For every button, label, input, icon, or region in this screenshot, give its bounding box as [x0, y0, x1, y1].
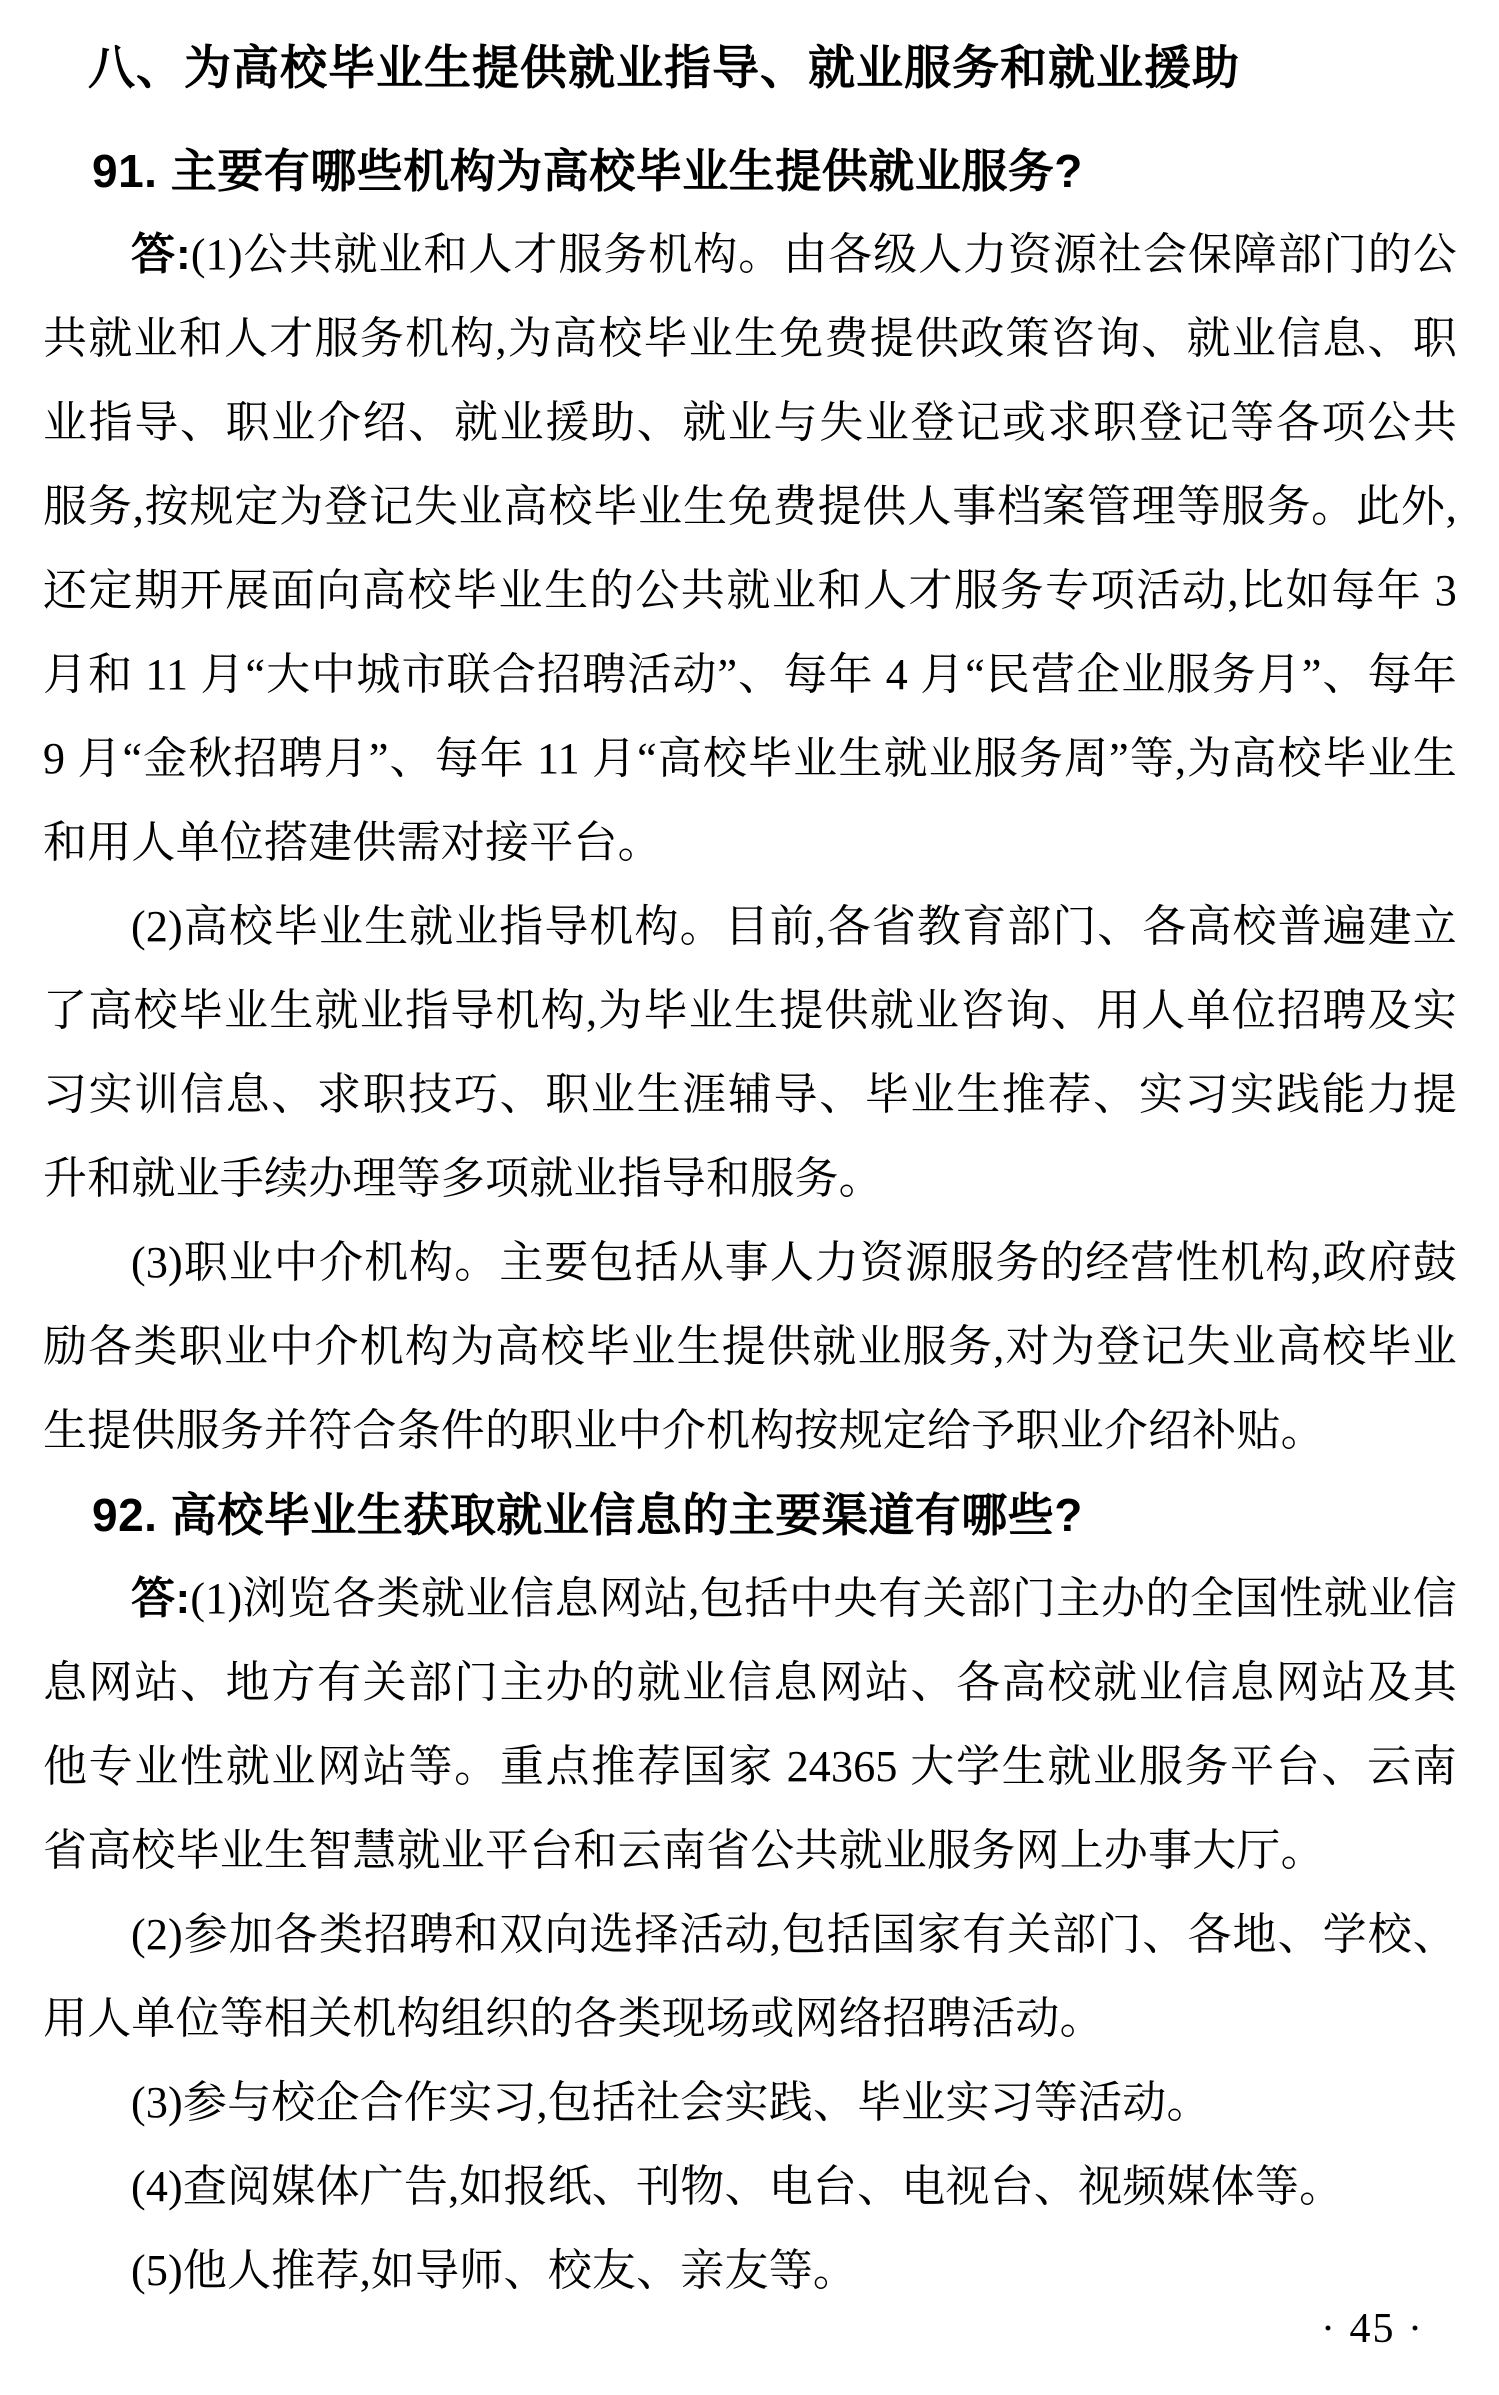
question-91: 91. 主要有哪些机构为高校毕业生提供就业服务? [92, 145, 1083, 197]
page-number: · 45 · [1321, 2306, 1424, 2352]
answer-92-paragraph-3: (3)参与校企合作实习,包括社会实践、毕业实习等活动。 [131, 2078, 1211, 2127]
answer-92-paragraph-5: (5)他人推荐,如导师、校友、亲友等。 [131, 2246, 858, 2295]
page-content [43, 0, 1457, 2313]
answer-91-paragraph-2: (2)高校毕业生就业指导机构。目前,各省教育部门、各高校普遍建立了高校毕业生就业指导机构,为毕业生提供就业咨询、用人单位招聘及实习实训信息、求职技巧、职业生涯辅导、毕业生推荐、实习实践能力提升和就业手续办理等多项就业指导和服务。 [43, 902, 1457, 1203]
answer-text: (1)公共就业和人才服务机构。由各级人力资源社会保障部门的公共就业和人才服务机构,为高校毕业生免费提供政策咨询、就业信息、职业指导、职业介绍、就业援助、就业与失业登记或求职登记等各项公共服务,按规定为登记失业高校毕业生免费提供人事档案管理等服务。此外,还定期开展面向高校毕业生的公共就业和人才服务专项活动,比如每年 3 月和 11 月“大中城市联合招聘活动”、每年 4 月“民营企业服务月”、每年 9 月“金秋招聘月”、每年 11 月“高校毕业生就业服务周”等,为高校毕业生和用人单位搭建供需对接平台。 [43, 230, 1457, 867]
answer-text: (1)浏览各类就业信息网站,包括中央有关部门主办的全国性就业信息网站、地方有关部门主办的就业信息网站、各高校就业信息网站及其他专业性就业网站等。重点推荐国家 24365 大学生就业服务平台、云南省高校毕业生智慧就业平台和云南省公共就业服务网上办事大厅。 [43, 1574, 1457, 1875]
answer-92-paragraph-1 [43, 1557, 1457, 1893]
answer-91-paragraph-3: (3)职业中介机构。主要包括从事人力资源服务的经营性机构,政府鼓励各类职业中介机构为高校毕业生提供就业服务,对为登记失业高校毕业生提供服务并符合条件的职业中介机构按规定给予职业介绍补贴。 [43, 1238, 1457, 1455]
answer-prefix: 答: [131, 1574, 191, 1623]
question-92: 92. 高校毕业生获取就业信息的主要渠道有哪些? [92, 1489, 1083, 1541]
answer-prefix: 答: [131, 230, 191, 279]
section-heading: 八、为高校毕业生提供就业指导、就业服务和就业援助 [88, 41, 1240, 94]
answer-91-paragraph-1 [43, 213, 1457, 885]
answer-92-paragraph-2: (2)参加各类招聘和双向选择活动,包括国家有关部门、各地、学校、用人单位等相关机构组织的各类现场或网络招聘活动。 [43, 1910, 1457, 2043]
answer-92-paragraph-4: (4)查阅媒体广告,如报纸、刊物、电台、电视台、视频媒体等。 [131, 2162, 1344, 2211]
